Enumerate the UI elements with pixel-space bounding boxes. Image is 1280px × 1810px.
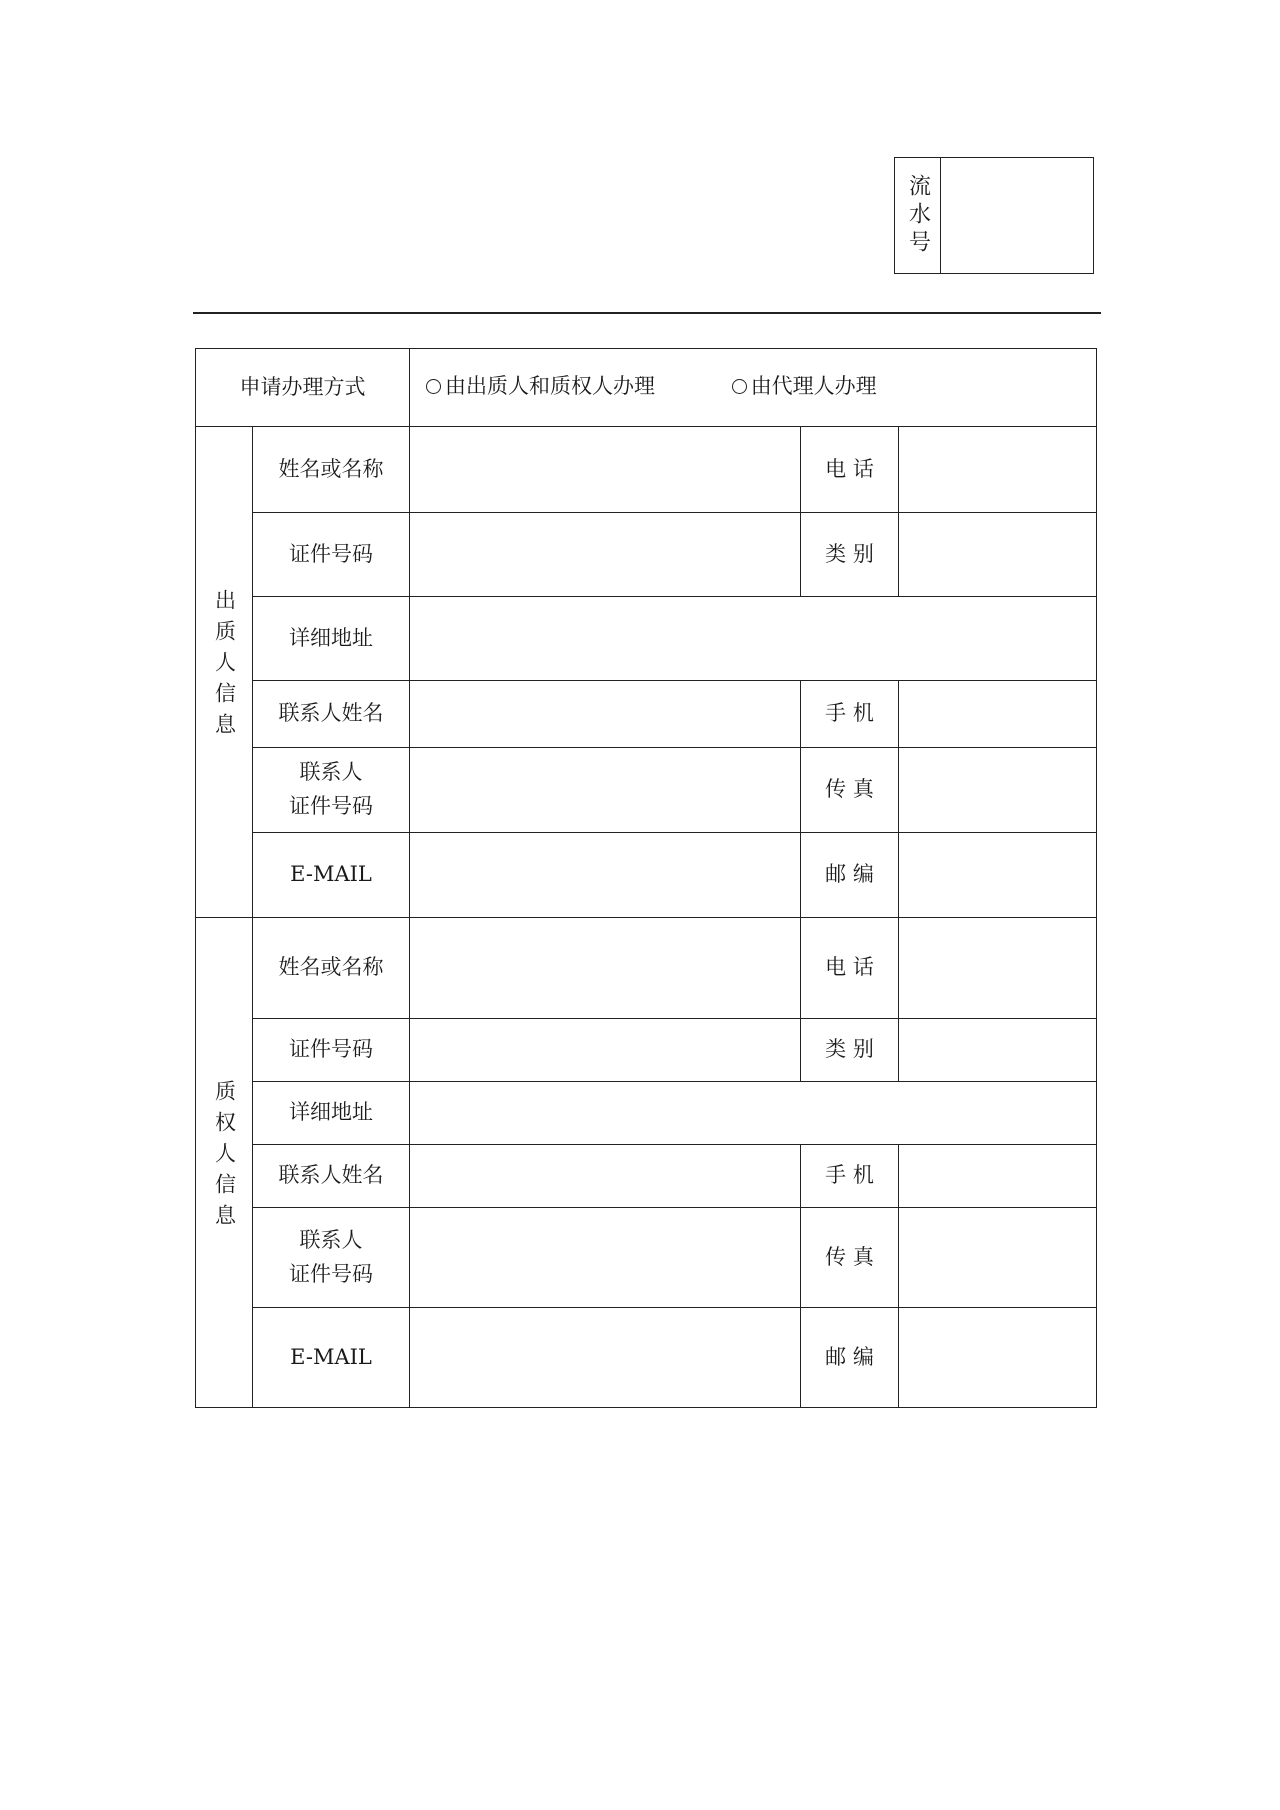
pledgee-contact-name-row xyxy=(196,1145,1097,1208)
pledgor-email-field[interactable] xyxy=(410,833,801,918)
pledgor-postcode-field[interactable] xyxy=(899,833,1097,918)
pledgee-contact-id-row xyxy=(196,1208,1097,1308)
pledgor-address-field[interactable] xyxy=(410,597,1097,681)
pledgor-email-label: E-MAIL xyxy=(253,833,410,918)
mode-option-parties-label: 由出质人和质权人办理 xyxy=(445,374,655,399)
pledgee-address-row xyxy=(196,1082,1097,1145)
mode-option-agent[interactable] xyxy=(732,370,877,404)
pledgor-contact-id-row xyxy=(196,748,1097,833)
pledgee-phone-label: 电 话 xyxy=(801,918,899,1019)
mode-options xyxy=(410,349,1097,427)
mode-option-parties[interactable] xyxy=(426,370,655,404)
pledgee-id-row xyxy=(196,1019,1097,1082)
radio-circle-icon[interactable] xyxy=(426,379,441,394)
pledgor-contact-id-label-line1: 联系人 xyxy=(299,760,363,785)
pledgor-name-label: 姓名或名称 xyxy=(253,427,410,513)
radio-circle-icon[interactable] xyxy=(732,379,747,394)
pledgee-email-row xyxy=(196,1308,1097,1408)
serial-number-box xyxy=(894,157,1094,274)
pledgee-category-label: 类 别 xyxy=(801,1019,899,1082)
pledgor-phone-label: 电 话 xyxy=(801,427,899,513)
pledgee-fax-field[interactable] xyxy=(899,1208,1097,1308)
pledgee-group-label-cell xyxy=(196,918,253,1408)
pledgor-fax-field[interactable] xyxy=(899,748,1097,833)
pledgor-name-row xyxy=(196,427,1097,513)
serial-number-label-cell xyxy=(895,158,941,273)
serial-number-field[interactable] xyxy=(941,158,1093,273)
pledgee-mobile-field[interactable] xyxy=(899,1145,1097,1208)
pledgor-mobile-label: 手 机 xyxy=(801,681,899,748)
pledgor-contact-id-field[interactable] xyxy=(410,748,801,833)
pledgee-name-field[interactable] xyxy=(410,918,801,1019)
pledgee-name-row xyxy=(196,918,1097,1019)
pledgor-postcode-label: 邮 编 xyxy=(801,833,899,918)
pledgor-name-field[interactable] xyxy=(410,427,801,513)
pledgee-contact-name-field[interactable] xyxy=(410,1145,801,1208)
pledgor-contact-name-row xyxy=(196,681,1097,748)
pledgee-postcode-field[interactable] xyxy=(899,1308,1097,1408)
pledgee-email-field[interactable] xyxy=(410,1308,801,1408)
mode-option-agent-label: 由代理人办理 xyxy=(750,374,877,399)
mode-label: 申请办理方式 xyxy=(196,349,410,427)
pledgee-name-label: 姓名或名称 xyxy=(253,918,410,1019)
pledgee-contact-id-label-line2: 证件号码 xyxy=(289,1261,373,1286)
mode-row xyxy=(196,349,1097,427)
pledgor-mobile-field[interactable] xyxy=(899,681,1097,748)
pledgor-id-label: 证件号码 xyxy=(253,513,410,597)
application-form-table xyxy=(195,348,1097,1408)
pledgor-category-field[interactable] xyxy=(899,513,1097,597)
pledgee-id-label: 证件号码 xyxy=(253,1019,410,1082)
pledgee-postcode-label: 邮 编 xyxy=(801,1308,899,1408)
pledgor-contact-id-label xyxy=(253,748,410,833)
pledgor-contact-name-field[interactable] xyxy=(410,681,801,748)
pledgor-group-label: 出质人信息 xyxy=(212,589,237,745)
pledgee-contact-id-label-line1: 联系人 xyxy=(299,1227,363,1252)
pledgor-address-label: 详细地址 xyxy=(253,597,410,681)
pledgor-address-row xyxy=(196,597,1097,681)
pledgee-contact-id-field[interactable] xyxy=(410,1208,801,1308)
pledgor-id-row xyxy=(196,513,1097,597)
pledgor-phone-field[interactable] xyxy=(899,427,1097,513)
pledgor-fax-label: 传 真 xyxy=(801,748,899,833)
pledgee-contact-name-label: 联系人姓名 xyxy=(253,1145,410,1208)
pledgee-group-label: 质权人信息 xyxy=(212,1079,237,1235)
serial-number-label: 流水号 xyxy=(905,173,931,258)
pledgee-email-label: E-MAIL xyxy=(253,1308,410,1408)
pledgee-address-field[interactable] xyxy=(410,1082,1097,1145)
pledgor-category-label: 类 别 xyxy=(801,513,899,597)
pledgee-phone-field[interactable] xyxy=(899,918,1097,1019)
pledgor-contact-id-label-line2: 证件号码 xyxy=(289,794,373,818)
pledgor-contact-name-label: 联系人姓名 xyxy=(253,681,410,748)
pledgee-fax-label: 传 真 xyxy=(801,1208,899,1308)
pledgee-category-field[interactable] xyxy=(899,1019,1097,1082)
pledgee-id-field[interactable] xyxy=(410,1019,801,1082)
pledgor-id-field[interactable] xyxy=(410,513,801,597)
pledgor-email-row xyxy=(196,833,1097,918)
pledgee-contact-id-label xyxy=(253,1208,410,1308)
header-divider xyxy=(193,312,1101,314)
pledgor-group-label-cell xyxy=(196,427,253,918)
pledgee-mobile-label: 手 机 xyxy=(801,1145,899,1208)
pledgee-address-label: 详细地址 xyxy=(253,1082,410,1145)
